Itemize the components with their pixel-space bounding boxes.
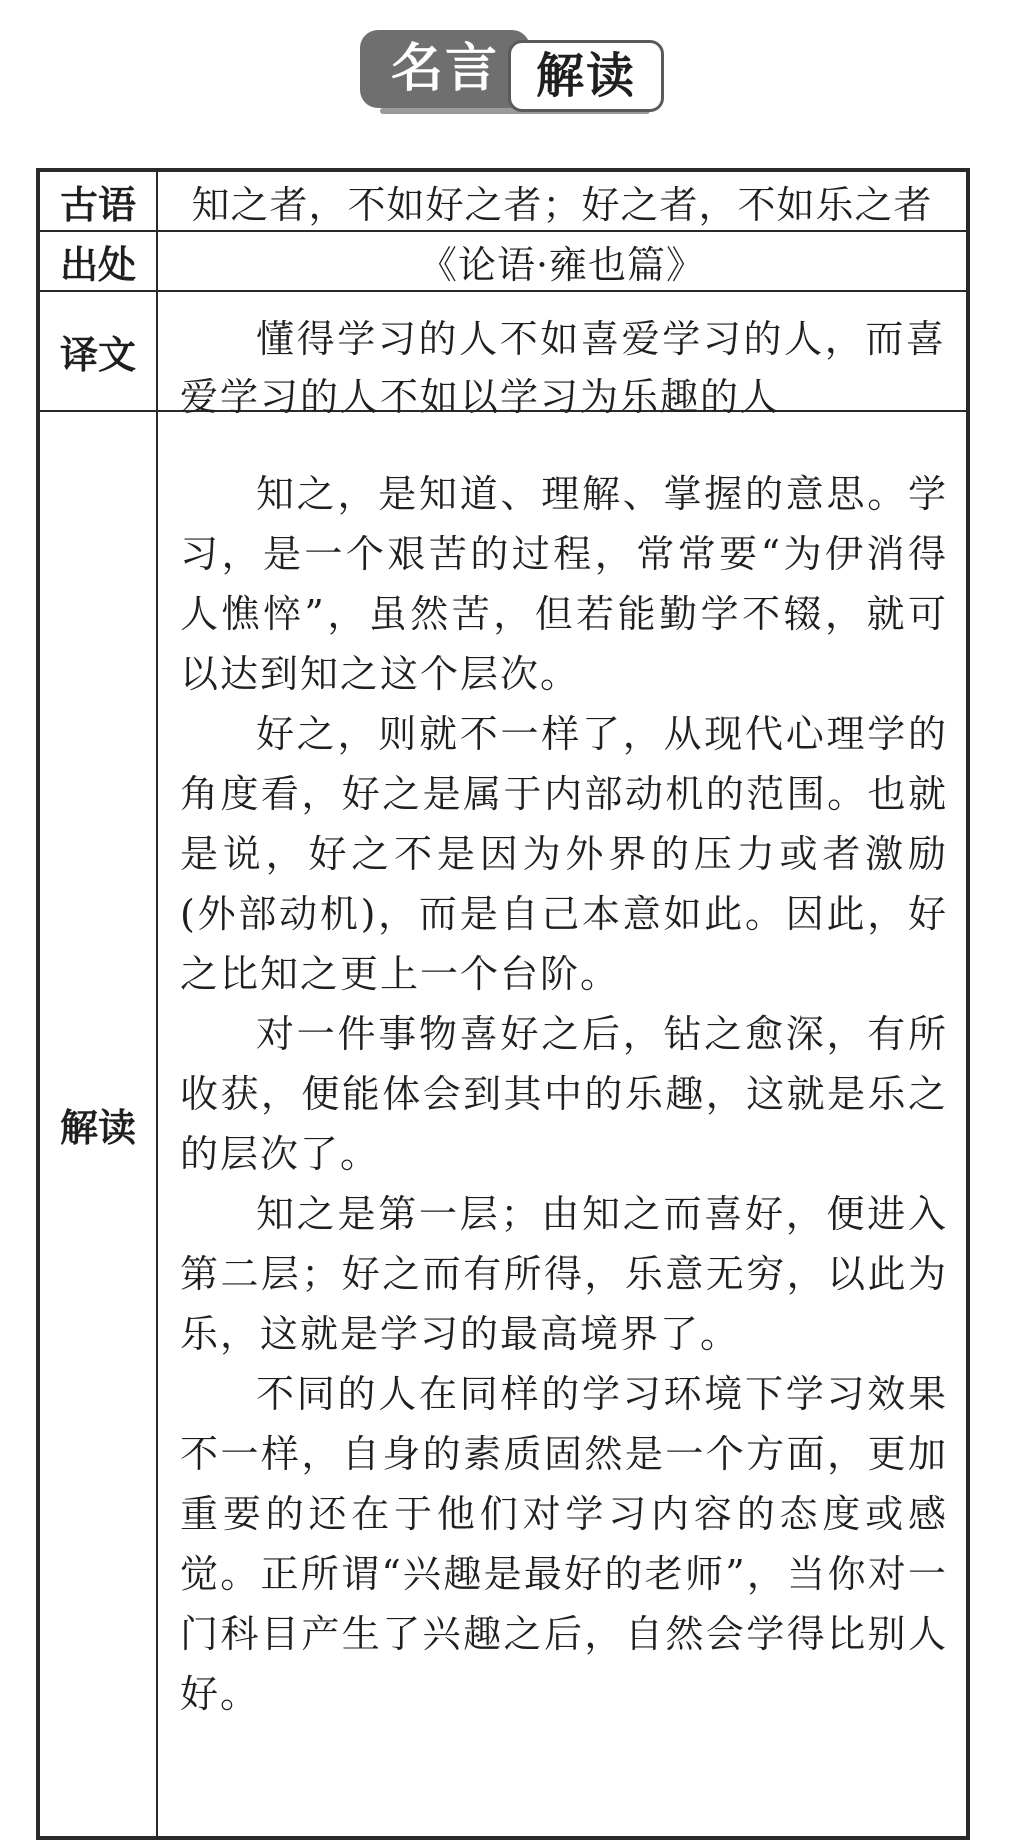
- interpretation-paragraph: 知之，是知道、理解、掌握的意思。学习，是一个艰苦的过程，常常要“为伊消得人憔悴”，虽然苦，但若能勤学不辍，就可以达到知之这个层次。: [180, 472, 948, 696]
- label-translation: 译文: [40, 292, 158, 410]
- interpretation-paragraph: 好之，则就不一样了，从现代心理学的角度看，好之是属于内部动机的范围。也就是说，好之不是因为外界的压力或者激励(外部动机)，而是自己本意如此。因此，好之比知之更上一个台阶。: [180, 712, 948, 996]
- title-badge: [360, 22, 670, 118]
- label-interpretation: 解读: [40, 412, 158, 1836]
- row-translation: [40, 292, 966, 419]
- interpretation-paragraph: 不同的人在同样的学习环境下学习效果不一样，自身的素质固然是一个方面，更加重要的还在于他们对学习内容的态度或感觉。正所谓“兴趣是最好的老师”，当你对一门科目产生了兴趣之后，自然会学得比别人好。: [180, 1372, 948, 1716]
- content-translation-cell: [158, 292, 966, 419]
- ancient-text: 知之者，不如好之者；好之者，不如乐之者: [191, 182, 933, 227]
- content-source-cell: [158, 232, 966, 290]
- badge-interpretation: 解读: [508, 40, 664, 112]
- row-ancient-text: [40, 172, 966, 232]
- row-interpretation: [40, 412, 966, 1836]
- row-source: [40, 232, 966, 292]
- label-ancient-text: 古语: [40, 172, 158, 230]
- quote-table: [36, 168, 970, 1840]
- interpretation-paragraph: 对一件事物喜好之后，钻之愈深，有所收获，便能体会到其中的乐趣，这就是乐之的层次了。: [180, 1012, 948, 1176]
- content-interpretation-cell: [158, 412, 966, 1836]
- interpretation-paragraph: 知之是第一层；由知之而喜好，便进入第二层；好之而有所得，乐意无穷，以此为乐，这就是学习的最高境界了。: [180, 1192, 948, 1356]
- translation-text: 懂得学习的人不如喜爱学习的人，而喜爱学习的人不如以学习为乐趣的人: [180, 317, 946, 419]
- content-ancient-text-cell: [158, 172, 966, 230]
- badge-famous-quote: 名言: [360, 30, 530, 108]
- label-source: 出处: [40, 232, 158, 290]
- source-text: 《论语·雍也篇》: [418, 242, 706, 287]
